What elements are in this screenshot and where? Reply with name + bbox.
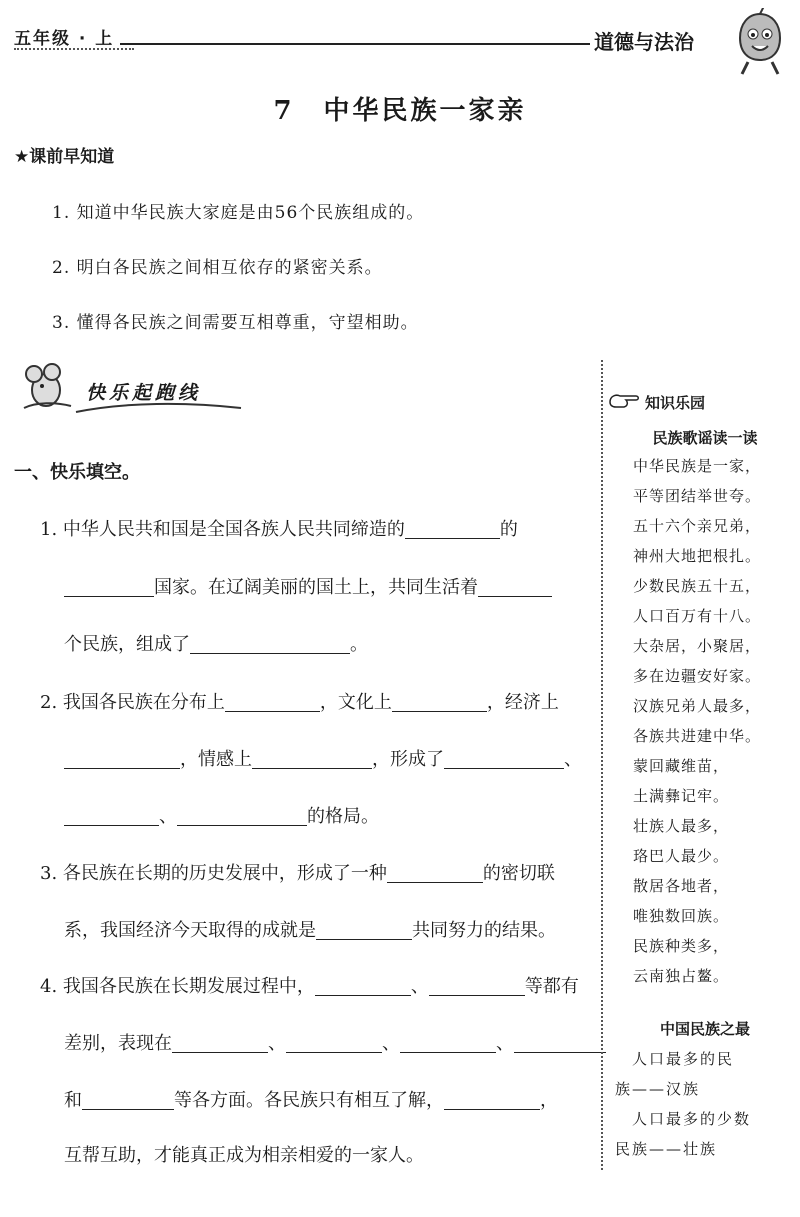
question-text: 共同努力的结果。 [412,920,556,941]
question-line [64,917,556,945]
grade-label: 五年级 · 上 [14,29,115,49]
pre-class-heading: ★课前早知道 [14,147,115,167]
question-text: 、 [159,806,177,827]
question-text: 、 [564,749,582,770]
answer-blank[interactable] [64,748,180,769]
poem-line: 民族种类多， [633,937,730,955]
question-line [64,1030,606,1058]
question-text: 国家。在辽阔美丽的国土上，共同生活着 [154,577,478,598]
banner-title: 快乐起跑线 [86,382,202,404]
question-text: 、 [496,1033,514,1054]
poem-line: 珞巴人最少。 [633,847,730,865]
answer-blank[interactable] [316,919,412,940]
goal-item: 1. 知道中华民族大家庭是由56个民族组成的。 [52,203,425,223]
question-text: 差别，表现在 [64,1033,172,1054]
poem-line: 蒙回藏维苗， [633,757,730,775]
question-text: 3. 各民族在长期的历史发展中，形成了一种 [40,863,387,884]
question-text: 1. 中华人民共和国是全国各族人民共同缔造的 [40,519,405,540]
answer-blank[interactable] [252,748,372,769]
poem-line: 平等团结举世夸。 [633,487,762,505]
header-dotted-rule [14,48,134,50]
exercise-heading: 一、快乐填空。 [14,462,140,483]
answer-blank[interactable] [64,576,154,597]
ethnic-records-title: 中国民族之最 [659,1020,750,1038]
poem-title: 民族歌谣读一读 [652,429,758,447]
record-line: 人口最多的民 [615,1050,735,1068]
poem-line: 中华民族是一家， [633,457,762,475]
question-line [64,574,552,602]
poem-line: 神州大地把根扎。 [633,547,762,565]
question-line [40,973,579,1001]
header-rule [120,43,590,45]
answer-blank[interactable] [478,576,552,597]
question-text: 。 [350,634,368,655]
answer-blank[interactable] [315,975,411,996]
question-text: 的格局。 [307,806,379,827]
question-text: ，形成了 [372,749,444,770]
question-text: 等各方面。各民族只有相互了解， [174,1090,444,1111]
poem-line: 唯独数回族。 [633,907,730,925]
question-text: 的密切联 [482,863,555,884]
question-text: 互帮互助，才能真正成为相亲相爱的一家人。 [64,1145,424,1166]
poem-line: 人口百万有十八。 [633,607,762,625]
question-text: 4. 我国各民族在长期发展过程中， [40,976,315,997]
poem-line: 少数民族五十五， [633,577,762,595]
question-line [40,516,518,544]
answer-blank[interactable] [177,805,307,826]
question-line [64,1142,424,1170]
record-line: 民族——壮族 [615,1140,718,1158]
poem-line: 多在边疆安好家。 [633,667,762,685]
answer-blank[interactable] [400,1032,496,1053]
question-text: 2. 我国各民族在分布上 [40,692,225,713]
goal-item: 2. 明白各民族之间相互依存的紧密关系。 [52,258,383,278]
answer-blank[interactable] [444,1089,540,1110]
poem-line: 云南独占鳌。 [633,967,730,985]
question-line [40,860,555,888]
question-text: ，情感上 [180,749,252,770]
poem-line: 散居各地者， [633,877,730,895]
question-text: 、 [382,1033,400,1054]
answer-blank[interactable] [429,975,525,996]
goal-item: 3. 懂得各民族之间需要互相尊重，守望相助。 [52,313,419,333]
answer-blank[interactable] [172,1032,268,1053]
question-text: 、 [268,1033,286,1054]
page-title: 7 中华民族一家亲 [273,96,527,126]
answer-blank[interactable] [190,633,350,654]
question-text: ，文化上 [319,692,392,713]
question-text: 等都有 [524,976,579,997]
poem-line: 大杂居，小聚居， [633,637,762,655]
poem-line: 汉族兄弟人最多， [633,697,762,715]
question-line [64,631,368,659]
poem-line: 五十六个亲兄弟， [633,517,762,535]
answer-blank[interactable] [392,691,487,712]
knowledge-garden-heading: 知识乐园 [645,394,706,412]
answer-blank[interactable] [286,1032,382,1053]
question-text: 和 [64,1090,82,1111]
question-text: 、 [410,976,429,997]
question-text: ， [540,1090,558,1111]
question-line [64,1087,558,1115]
subject-label: 道德与法治 [594,30,694,54]
sidebar-divider [601,360,603,1170]
question-text: 的 [499,519,518,540]
answer-blank[interactable] [64,805,159,826]
question-text: 个民族，组成了 [64,634,190,655]
pointing-hand-icon [608,388,640,410]
question-line [40,689,559,717]
question-line [64,746,582,774]
answer-blank[interactable] [444,748,564,769]
answer-blank[interactable] [225,691,320,712]
answer-blank[interactable] [405,518,500,539]
record-line: 族——汉族 [615,1080,701,1098]
poem-line: 土满彝记牢。 [633,787,730,805]
poem-line: 壮族人最多， [633,817,730,835]
question-line [64,803,379,831]
poem-line: 各族共进建中华。 [633,727,762,745]
question-text: ，经济上 [486,692,559,713]
mascot-icon [730,8,790,78]
answer-blank[interactable] [387,862,483,883]
answer-blank[interactable] [82,1089,174,1110]
answer-blank[interactable] [514,1032,606,1053]
question-text: 系，我国经济今天取得的成就是 [64,920,316,941]
record-line: 人口最多的少数 [615,1110,752,1128]
